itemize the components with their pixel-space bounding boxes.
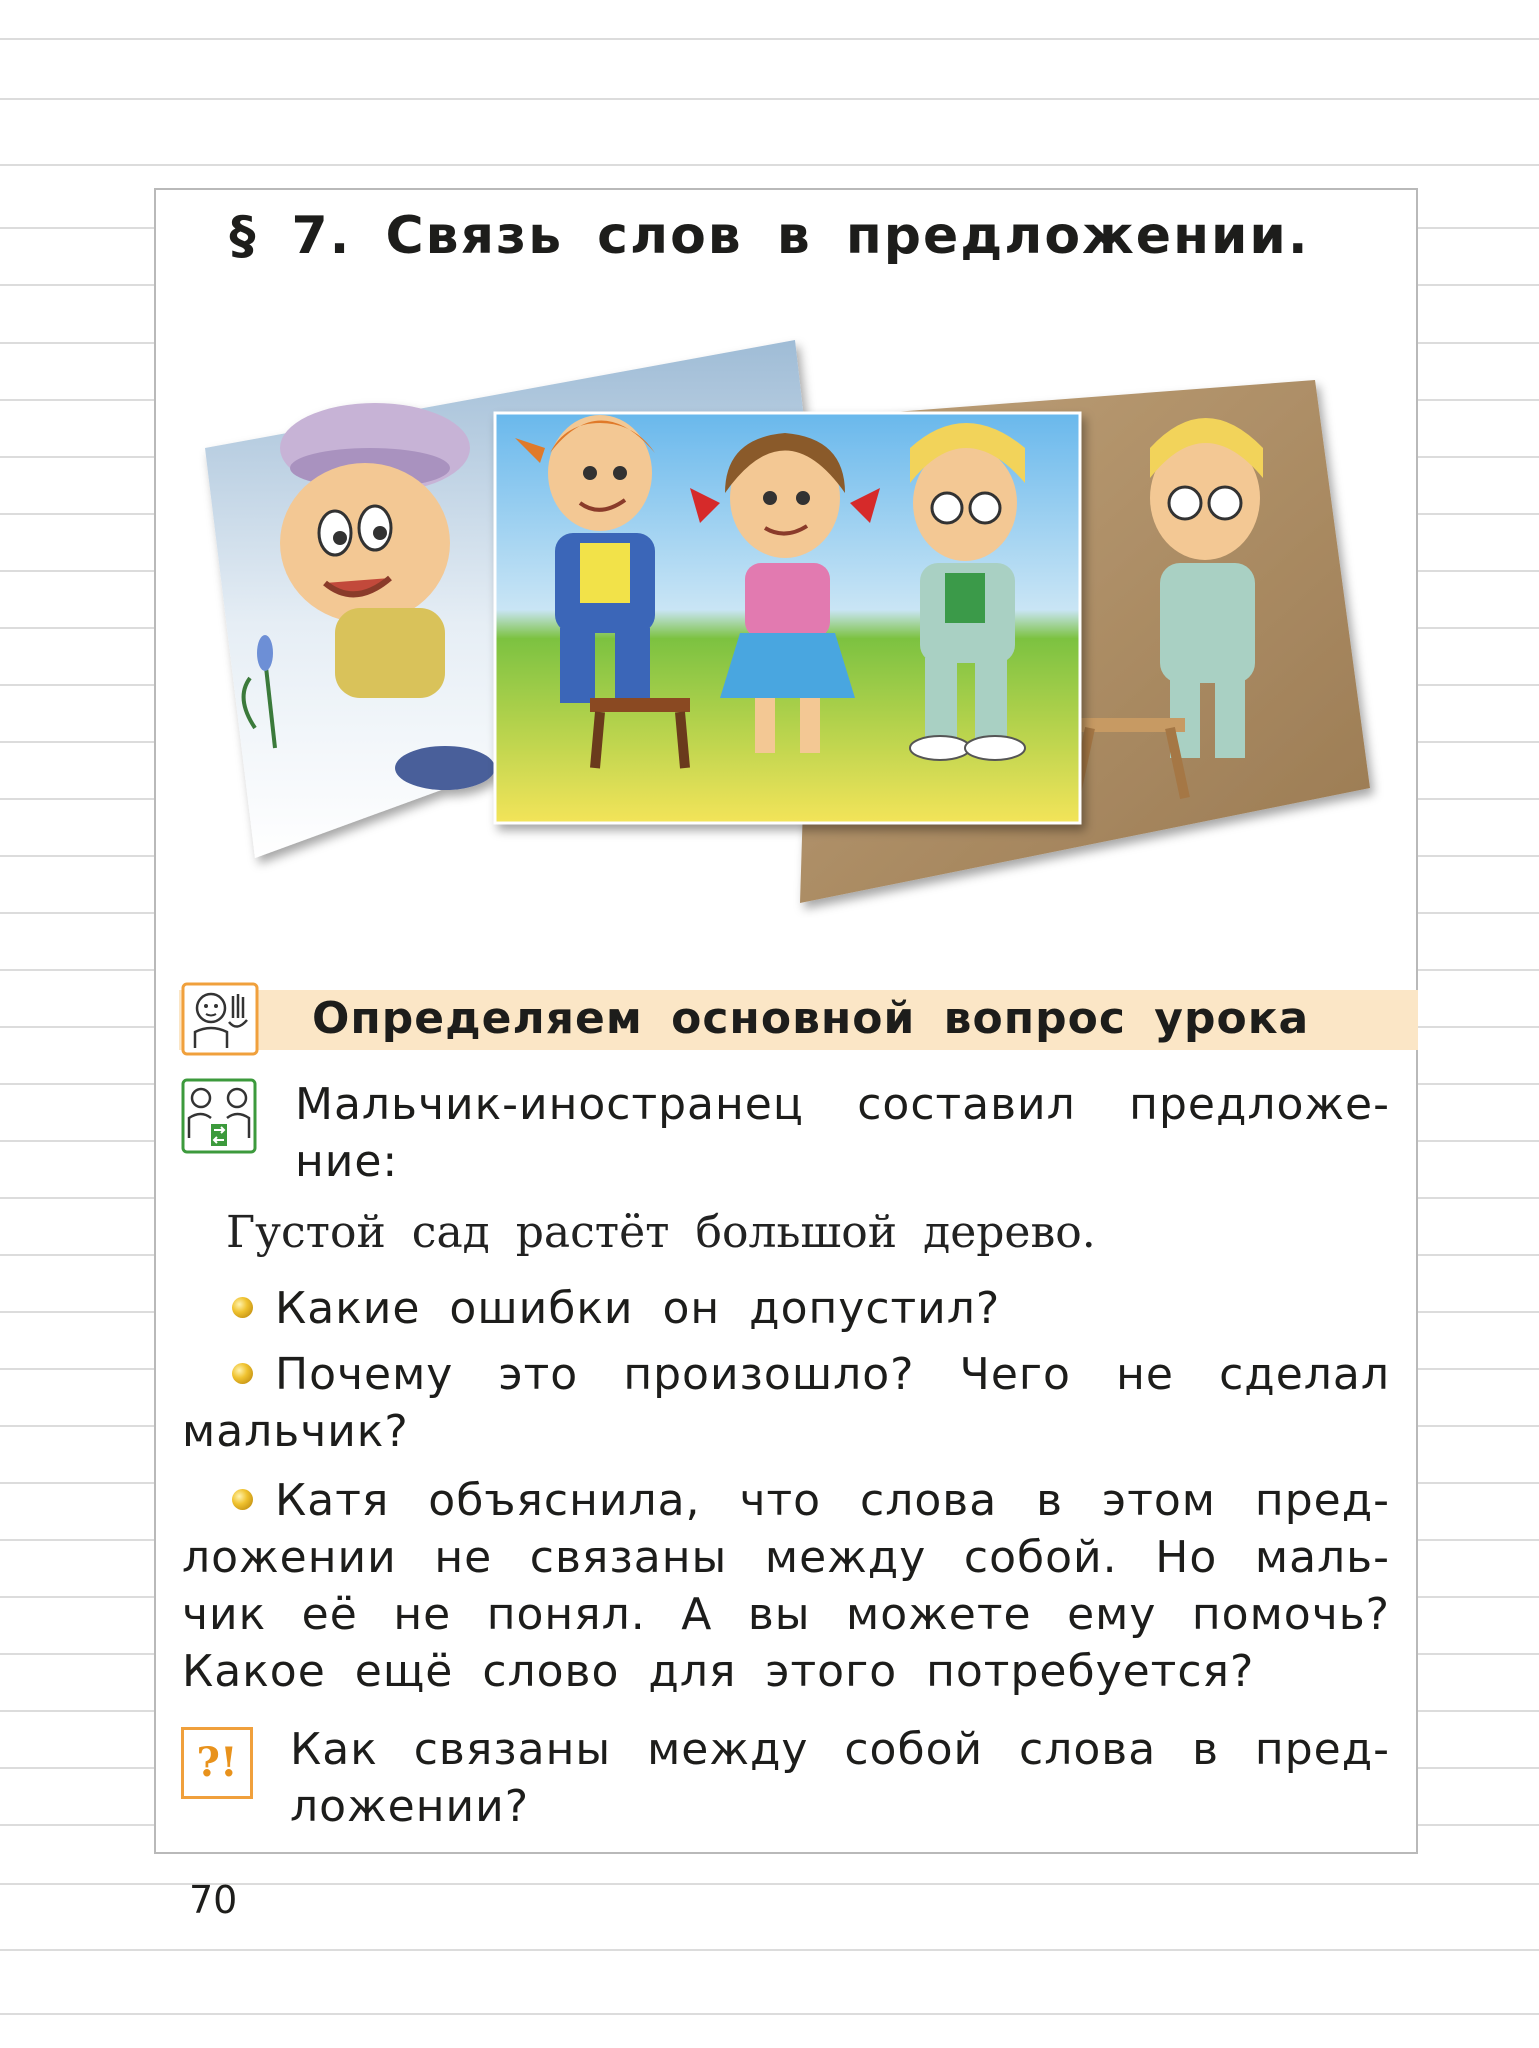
final-question-line-1: Как связаны между собой слова в пред-: [290, 1724, 1390, 1775]
yellow-bullet-icon: [232, 1297, 253, 1318]
question-3-line-3: чик её не понял. А вы можете ему помочь?: [182, 1589, 1390, 1640]
intro-line-1: Мальчик-иностранец составил предложе-: [295, 1079, 1390, 1130]
page-title: § 7. Связь слов в предложении.: [229, 206, 1310, 266]
question-3-line-2: ложении не связаны между собой. Но маль-: [182, 1532, 1390, 1583]
question-1-text: Какие ошибки он допустил?: [275, 1283, 1001, 1334]
illustration: [195, 328, 1385, 918]
question-3-line-4: Какое ещё слово для этого потребуется?: [182, 1646, 1255, 1697]
section-heading: Определяем основной вопрос урока: [312, 993, 1310, 1044]
question-2-line-2: мальчик?: [182, 1406, 409, 1457]
question-1: [232, 1280, 1000, 1337]
thinking-child-icon: [181, 982, 259, 1056]
yellow-bullet-icon: [232, 1363, 253, 1384]
yellow-bullet-icon: [232, 1489, 253, 1510]
final-question-line-2: ложении?: [290, 1781, 530, 1832]
question-2-text: Почему это произошло? Чего не сделал: [275, 1349, 1390, 1400]
intro-line-2: ние:: [295, 1136, 399, 1187]
question-3-line-1: [232, 1472, 1390, 1529]
question-exclamation-icon: ?!: [181, 1727, 253, 1799]
page-number: 70: [189, 1878, 238, 1922]
example-sentence: Густой сад растёт большой дерево.: [226, 1207, 1096, 1258]
question-2-line-1: [232, 1346, 1390, 1403]
question-3-text: Катя объяснила, что слова в этом пред-: [275, 1475, 1390, 1526]
center-picture: [495, 413, 1080, 823]
dialogue-icon: [181, 1078, 257, 1154]
